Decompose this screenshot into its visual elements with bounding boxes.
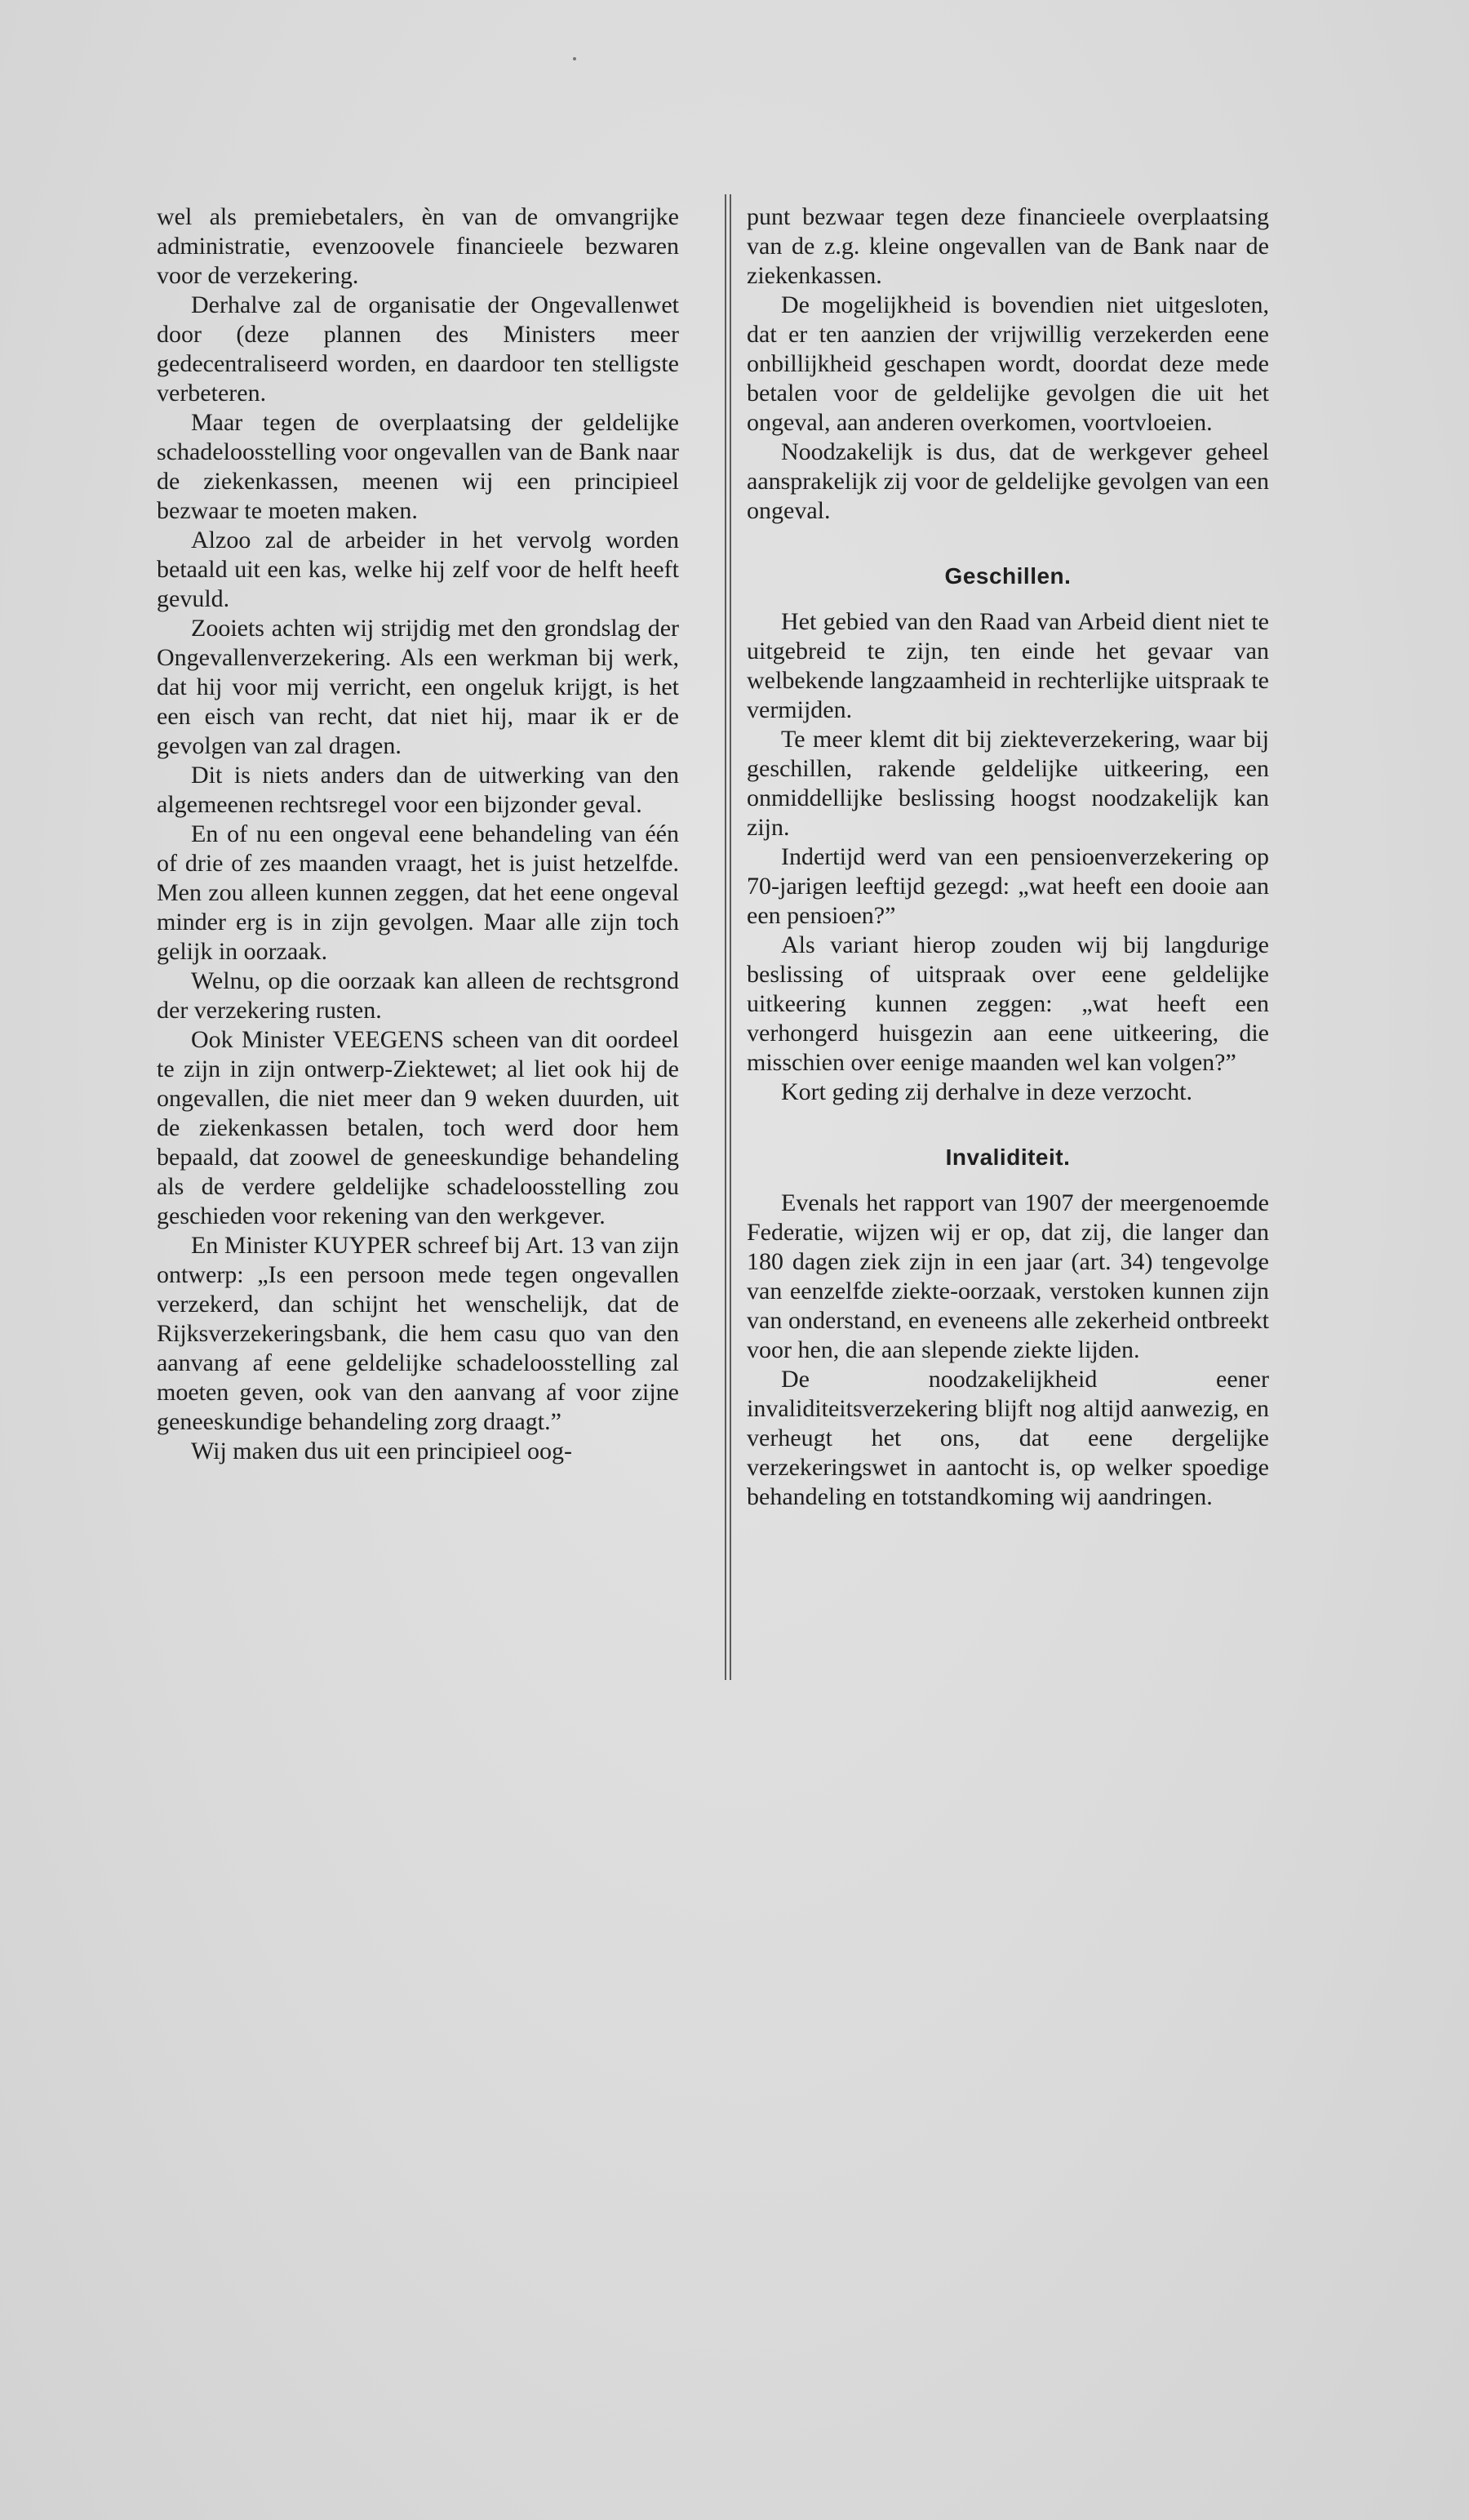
section-heading-geschillen: Geschillen. <box>944 563 1072 589</box>
paragraph: Het gebied van den Raad van Arbeid dient niet te uitgebreid te zijn, ten einde het gevaar van welbekende langzaamheid in rechterlijke uitspraak te vermijden. <box>747 608 1269 723</box>
paragraph: punt bezwaar tegen deze financieele overplaatsing van de z.g. kleine ongevallen van de Bank naar de ziekenkassen. <box>747 203 1269 289</box>
paragraph: Als variant hierop zouden wij bij langdurige beslissing of uitspraak over eene geldelijke uitkeering kunnen zeggen: „wat heeft een verhongerd huisgezin aan eene uitkeering, die misschien over eenige maanden wel kan volgen?” <box>747 931 1269 1076</box>
paragraph: Derhalve zal de organisatie der Ongevallenwet door (deze plannen des Ministers meer gedecentraliseerd worden, en daardoor ten stelligste verbeteren. <box>157 291 679 407</box>
paragraph: wel als premiebetalers, èn van de omvangrijke administratie, evenzoovele financieele bezwaren voor de verzekering. <box>157 203 679 289</box>
paragraph: Dit is niets anders dan de uitwerking van den algemeenen rechtsregel voor een bijzonder geval. <box>157 762 679 818</box>
paragraph: Noodzakelijk is dus, dat de werkgever geheel aansprakelijk zij voor de geldelijke gevolgen van een ongeval. <box>747 438 1269 524</box>
left-text-column <box>157 202 679 1466</box>
paragraph: Ook Minister VEEGENS scheen van dit oordeel te zijn in zijn ontwerp-Ziektewet; al liet ook hij de ongevallen, die niet meer dan 9 weken duurden, uit de ziekenkassen betalen, toch werd door hem bepaald, dat zoowel de geneeskundige behandeling als de verdere geldelijke schadeloosstelling zou geschieden voor rekening van den werkgever. <box>157 1026 679 1229</box>
paragraph: Maar tegen de overplaatsing der geldelijke schadeloosstelling voor ongevallen van de Bank naar de ziekenkassen, meenen wij een principieel bezwaar te moeten maken. <box>157 409 679 524</box>
paragraph: Te meer klemt dit bij ziekteverzekering, waar bij geschillen, rakende geldelijke uitkeering, een onmiddellijke beslissing hoogst noodzakelijk kan zijn. <box>747 726 1269 841</box>
paragraph: Evenals het rapport van 1907 der meergenoemde Federatie, wijzen wij er op, dat zij, die langer dan 180 dagen ziek zijn in een jaar (art. 34) tengevolge van eenzelfde ziekte-oorzaak, verstoken kunnen zijn van onderstand, en eveneens alle zekerheid ontbreekt voor hen, die aan slepende ziekte lijden. <box>747 1189 1269 1363</box>
paragraph: En Minister KUYPER schreef bij Art. 13 van zijn ontwerp: „Is een persoon mede tegen ongevallen verzekerd, dan schijnt het wenschelijk, dat de Rijksverzekeringsbank, die hem casu quo van den aanvang af eene geldelijke schadeloosstelling zal moeten geven, ook van den aanvang af voor zijne geneeskundige behandeling zorg draagt.” <box>157 1232 679 1435</box>
paragraph: Wij maken dus uit een principieel oog- <box>191 1438 572 1464</box>
section-heading-invaliditeit: Invaliditeit. <box>945 1144 1071 1170</box>
paragraph: Welnu, op die oorzaak kan alleen de rechtsgrond der verzekering rusten. <box>157 967 679 1024</box>
paragraph: Kort geding zij derhalve in deze verzocht. <box>781 1078 1192 1105</box>
column-divider <box>725 194 731 1680</box>
paragraph: Zooiets achten wij strijdig met den grondslag der Ongevallenverzekering. Als een werkman bij werk, dat hij voor mij verricht, een ongeluk krijgt, is het een eisch van recht, dat niet hij, maar ik er de gevolgen van zal dragen. <box>157 615 679 759</box>
paragraph: Indertijd werd van een pensioenverzekering op 70-jarigen leeftijd gezegd: „wat heeft een dooie aan een pensioen?” <box>747 843 1269 929</box>
paragraph: En of nu een ongeval eene behandeling van één of drie of zes maanden vraagt, het is juist hetzelfde. Men zou alleen kunnen zeggen, dat het eene ongeval minder erg is in zijn gevolgen. Maar alle zijn toch gelijk in oorzaak. <box>157 820 679 965</box>
right-text-column <box>747 202 1269 1512</box>
page-mark <box>573 57 576 60</box>
paragraph: De mogelijkheid is bovendien niet uitgesloten, dat er ten aanzien der vrijwillig verzekerden eene onbillijkheid geschapen wordt, doordat deze mede betalen voor de geldelijke gevolgen die uit het ongeval, aan anderen overkomen, voortvloeien. <box>747 291 1269 436</box>
paragraph: De noodzakelijkheid eener invaliditeitsverzekering blijft nog altijd aanwezig, en verheugt het ons, dat eene dergelijke verzekeringswet in aantocht is, op welker spoedige behandeling en totstandkoming wij aandringen. <box>747 1366 1269 1510</box>
paragraph: Alzoo zal de arbeider in het vervolg worden betaald uit een kas, welke hij zelf voor de helft heeft gevuld. <box>157 527 679 612</box>
